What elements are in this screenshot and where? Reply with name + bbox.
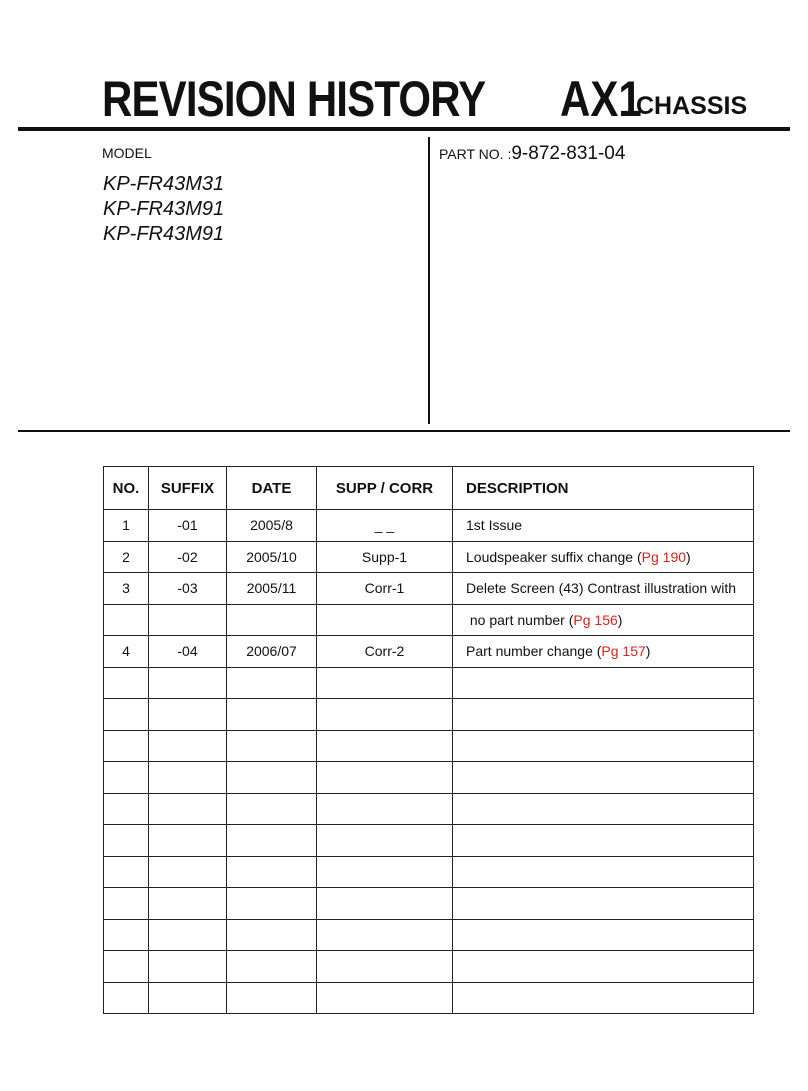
table-row-empty xyxy=(104,856,754,888)
table-row-empty xyxy=(104,825,754,857)
empty-cell xyxy=(104,825,149,857)
cell-suffix: -01 xyxy=(149,510,227,542)
table-row-empty xyxy=(104,982,754,1014)
table-row xyxy=(104,510,754,542)
cell-date xyxy=(227,604,317,636)
table-row xyxy=(104,604,754,636)
empty-cell xyxy=(227,762,317,794)
cell-no: 2 xyxy=(104,541,149,573)
cell-date: 2006/07 xyxy=(227,636,317,668)
page-reference: Pg 190 xyxy=(641,548,687,565)
empty-cell xyxy=(104,667,149,699)
table-row-empty xyxy=(104,793,754,825)
empty-cell xyxy=(317,730,453,762)
empty-cell xyxy=(149,825,227,857)
empty-cell xyxy=(453,762,754,794)
empty-cell xyxy=(453,730,754,762)
model-label: MODEL xyxy=(102,145,152,161)
empty-cell xyxy=(453,919,754,951)
empty-cell xyxy=(453,982,754,1014)
empty-cell xyxy=(453,888,754,920)
table-row-empty xyxy=(104,919,754,951)
part-number-label: PART NO. : xyxy=(439,146,512,162)
cell-description xyxy=(453,604,754,636)
column-header-description: DESCRIPTION xyxy=(453,467,754,510)
table-row xyxy=(104,636,754,668)
title-row xyxy=(102,70,762,130)
table-row-empty xyxy=(104,762,754,794)
model-item: KP-FR43M91 xyxy=(103,223,225,245)
table-row xyxy=(104,573,754,605)
cell-no: 3 xyxy=(104,573,149,605)
cell-description xyxy=(453,510,754,542)
empty-cell xyxy=(104,919,149,951)
description-text: Delete Screen (43) Contrast illustration with xyxy=(466,580,737,597)
cell-no: 1 xyxy=(104,510,149,542)
cell-no xyxy=(104,604,149,636)
table-row-empty xyxy=(104,667,754,699)
empty-cell xyxy=(227,919,317,951)
table-header-row xyxy=(104,467,754,510)
cell-suffix: -04 xyxy=(149,636,227,668)
empty-cell xyxy=(149,982,227,1014)
empty-cell xyxy=(227,856,317,888)
description-suffix: ) xyxy=(686,548,691,565)
cell-date: 2005/10 xyxy=(227,541,317,573)
cell-supp-corr: Supp-1 xyxy=(317,541,453,573)
table-row-empty xyxy=(104,951,754,983)
description-text: no part number ( xyxy=(466,611,574,628)
cell-supp-corr: Corr-1 xyxy=(317,573,453,605)
empty-cell xyxy=(227,888,317,920)
middle-divider xyxy=(18,430,790,432)
empty-cell xyxy=(104,982,149,1014)
empty-cell xyxy=(149,856,227,888)
page-reference: Pg 157 xyxy=(601,643,646,660)
empty-cell xyxy=(317,667,453,699)
column-header-date: DATE xyxy=(227,467,317,510)
empty-cell xyxy=(104,793,149,825)
empty-cell xyxy=(317,919,453,951)
empty-cell xyxy=(149,762,227,794)
empty-cell xyxy=(227,982,317,1014)
empty-cell xyxy=(317,762,453,794)
empty-cell xyxy=(317,825,453,857)
description-suffix: ) xyxy=(617,611,623,628)
empty-cell xyxy=(227,951,317,983)
table-row xyxy=(104,541,754,573)
table-body xyxy=(104,510,754,1014)
empty-cell xyxy=(104,951,149,983)
empty-cell xyxy=(149,667,227,699)
chassis-code: AX1 xyxy=(560,71,642,127)
column-header-supp-corr: SUPP / CORR xyxy=(317,467,453,510)
model-item: KP-FR43M91 xyxy=(103,198,225,220)
empty-cell xyxy=(453,951,754,983)
empty-cell xyxy=(149,699,227,731)
empty-cell xyxy=(317,982,453,1014)
cell-supp-corr xyxy=(317,604,453,636)
empty-cell xyxy=(453,856,754,888)
empty-cell xyxy=(104,730,149,762)
empty-cell xyxy=(104,762,149,794)
cell-description xyxy=(453,573,754,605)
part-number-value: 9-872-831-04 xyxy=(511,143,626,164)
description-text: Part number change ( xyxy=(466,643,602,660)
cell-supp-corr: _ _ xyxy=(317,510,453,542)
empty-cell xyxy=(149,888,227,920)
empty-cell xyxy=(317,699,453,731)
empty-cell xyxy=(104,699,149,731)
empty-cell xyxy=(149,730,227,762)
table-row-empty xyxy=(104,699,754,731)
empty-cell xyxy=(453,793,754,825)
empty-cell xyxy=(104,856,149,888)
empty-cell xyxy=(149,919,227,951)
empty-cell xyxy=(227,825,317,857)
revision-table xyxy=(103,466,754,1014)
chassis-label: CHASSIS xyxy=(636,92,748,120)
empty-cell xyxy=(227,667,317,699)
empty-cell xyxy=(317,856,453,888)
page-title: REVISION HISTORY xyxy=(102,71,486,127)
model-item: KP-FR43M31 xyxy=(103,173,225,195)
cell-description xyxy=(453,541,754,573)
empty-cell xyxy=(317,951,453,983)
table-row-empty xyxy=(104,730,754,762)
top-divider xyxy=(18,127,790,131)
empty-cell xyxy=(227,730,317,762)
empty-cell xyxy=(104,888,149,920)
part-number xyxy=(439,143,625,165)
model-list xyxy=(103,172,224,247)
cell-suffix xyxy=(149,604,227,636)
cell-date: 2005/11 xyxy=(227,573,317,605)
description-text: Loudspeaker suffix change ( xyxy=(466,548,642,565)
vertical-divider xyxy=(428,137,430,424)
empty-cell xyxy=(453,699,754,731)
column-header-no: NO. xyxy=(104,467,149,510)
description-text: 1st Issue xyxy=(466,517,523,534)
empty-cell xyxy=(317,793,453,825)
empty-cell xyxy=(227,699,317,731)
empty-cell xyxy=(317,888,453,920)
empty-cell xyxy=(453,667,754,699)
cell-supp-corr: Corr-2 xyxy=(317,636,453,668)
page-reference: Pg 156 xyxy=(573,611,618,628)
cell-no: 4 xyxy=(104,636,149,668)
description-suffix: ) xyxy=(645,643,651,660)
cell-suffix: -02 xyxy=(149,541,227,573)
empty-cell xyxy=(149,951,227,983)
cell-date: 2005/8 xyxy=(227,510,317,542)
table-row-empty xyxy=(104,888,754,920)
cell-suffix: -03 xyxy=(149,573,227,605)
empty-cell xyxy=(227,793,317,825)
cell-description xyxy=(453,636,754,668)
empty-cell xyxy=(149,793,227,825)
column-header-suffix: SUFFIX xyxy=(149,467,227,510)
empty-cell xyxy=(453,825,754,857)
